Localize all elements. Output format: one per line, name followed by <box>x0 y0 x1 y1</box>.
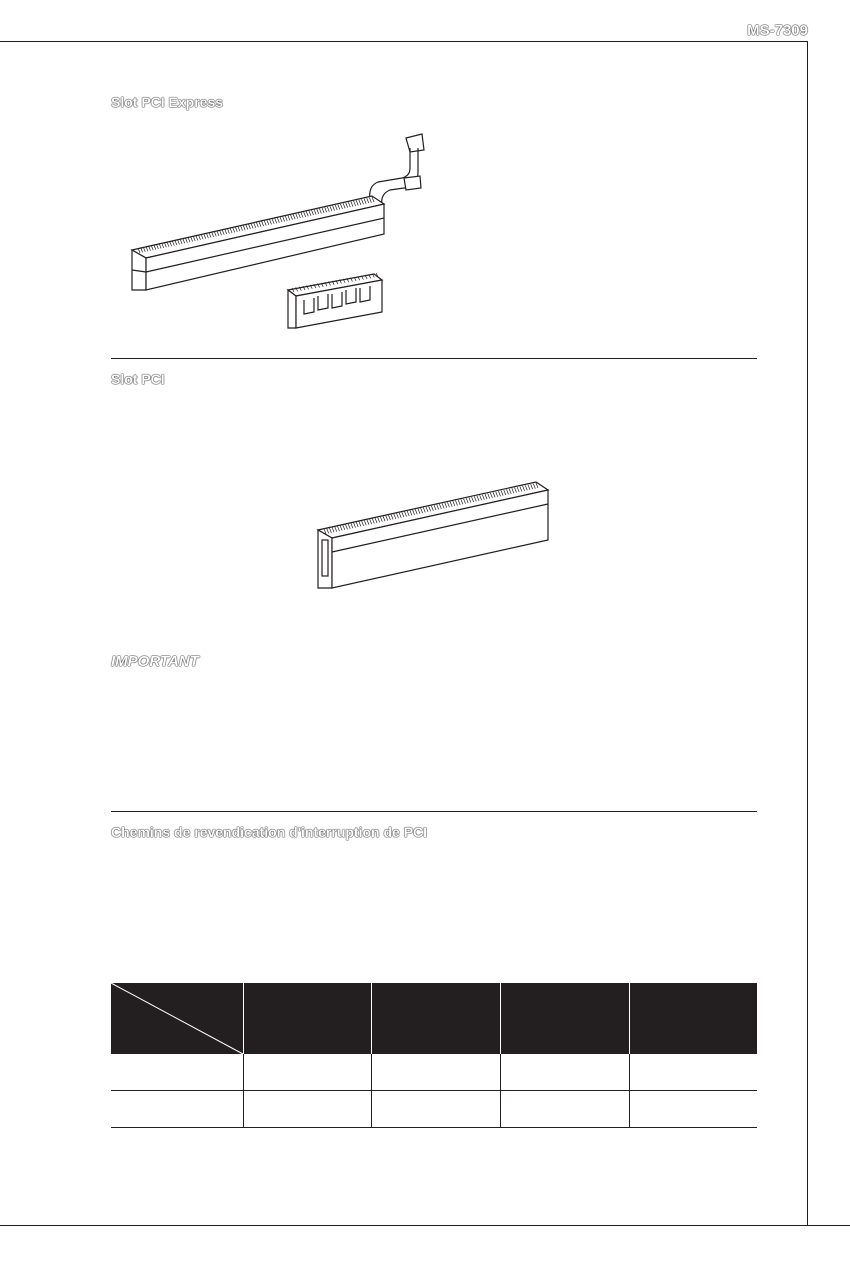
table-row <box>111 1091 757 1128</box>
diagonal-divider-icon <box>111 983 243 1054</box>
table-header-cell <box>243 983 371 1054</box>
table-corner-cell <box>111 983 243 1054</box>
important-title: IMPORTANT <box>111 653 199 670</box>
table-cell <box>629 1091 757 1128</box>
table-cell <box>243 1091 371 1128</box>
table-cell <box>371 1091 500 1128</box>
table-cell <box>629 1054 757 1091</box>
section-title-pcie: Slot PCI Express <box>111 94 224 110</box>
table-header-cell <box>371 983 500 1054</box>
table-cell <box>243 1054 371 1091</box>
section-title-pci: Slot PCI <box>111 371 165 387</box>
section-title-irq: Chemins de revendication d'interruption de PCI <box>111 824 428 840</box>
table-cell <box>371 1054 500 1091</box>
model-number: MS-7309 <box>747 22 808 39</box>
table-header-row <box>111 983 757 1054</box>
table-header-cell <box>500 983 629 1054</box>
table-header-cell <box>629 983 757 1054</box>
irq-routing-table <box>111 983 757 1128</box>
section-divider-2 <box>111 811 757 812</box>
pci-slot-illustration <box>0 0 850 620</box>
table-cell <box>111 1091 243 1128</box>
table-cell <box>111 1054 243 1091</box>
table-row <box>111 1054 757 1091</box>
table-cell <box>500 1054 629 1091</box>
bottom-rule <box>0 1225 850 1226</box>
table-cell <box>500 1091 629 1128</box>
